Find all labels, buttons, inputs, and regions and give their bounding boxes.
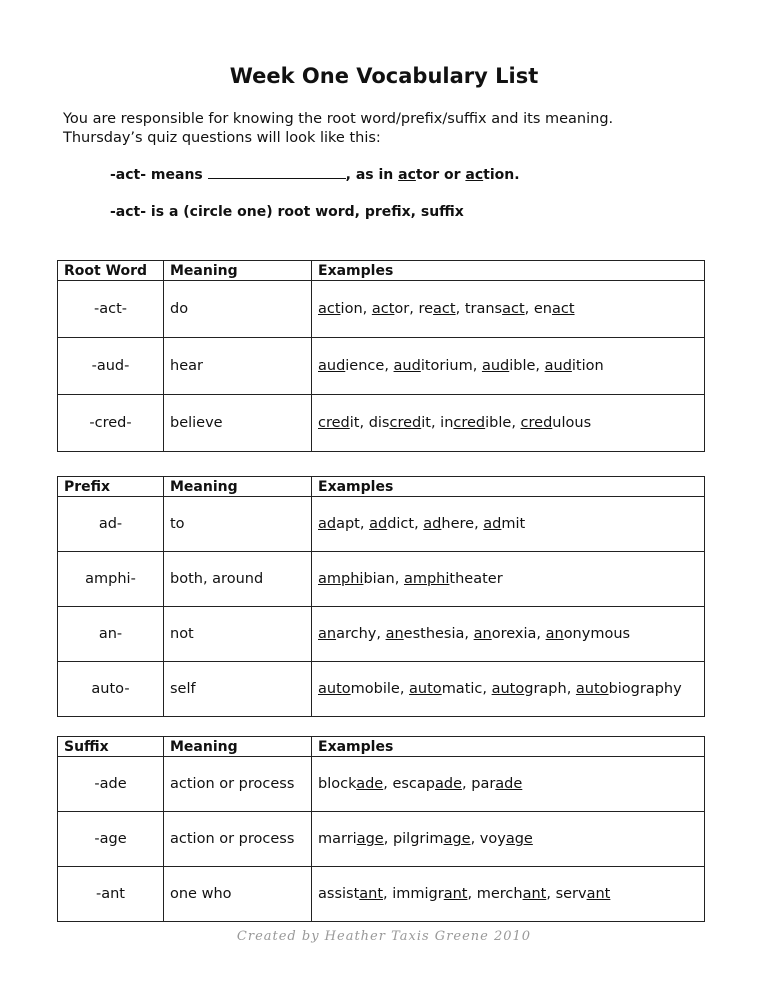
- table-row: [58, 757, 705, 812]
- example-word: [404, 571, 503, 587]
- example-word: [392, 886, 467, 902]
- example-word: [318, 415, 359, 431]
- word-part-text: itorium: [420, 358, 473, 374]
- example-word: [318, 776, 383, 792]
- examples-cell: amphibian, amphitheater: [312, 552, 705, 607]
- example-word: [372, 301, 409, 317]
- underlined-word-part: cred: [318, 415, 350, 431]
- root-word-table: [57, 260, 705, 452]
- word-part-text: assist: [318, 886, 360, 902]
- underlined-root: ac: [398, 167, 416, 183]
- underlined-word-part: cred: [520, 415, 553, 431]
- example-word: [318, 301, 363, 317]
- instructions-line-1: You are responsible for knowing the root word/prefix/suffix and its meaning.: [63, 111, 614, 127]
- word-part-text: block: [318, 776, 357, 792]
- word-part-text: esthesia: [403, 626, 465, 642]
- example-word: [393, 831, 471, 847]
- examples-cell: blockade, escapade, parade: [312, 757, 705, 812]
- example-word: [318, 831, 384, 847]
- sample-question-2: -act- is a (circle one) root word, prefix, suffix: [110, 204, 464, 220]
- underlined-word-part: aud: [544, 358, 572, 374]
- word-part-text: mobile: [350, 681, 400, 697]
- underlined-word-part: ad: [483, 516, 502, 532]
- word-part-text: marri: [318, 831, 357, 847]
- underlined-root: ac: [465, 167, 484, 183]
- word-part-text: ience: [345, 358, 385, 374]
- word-part-cell: -ade: [58, 757, 164, 812]
- meaning-cell: self: [164, 662, 312, 717]
- footer-credit: Created by Heather Taxis Greene 2010: [236, 929, 532, 944]
- word-part-text: in: [440, 415, 454, 431]
- word-part-text: en: [533, 301, 552, 317]
- word-part-cell: -age: [58, 812, 164, 867]
- meaning-cell: believe: [164, 395, 312, 452]
- header-examples: Examples: [312, 261, 705, 281]
- table-row: [58, 867, 705, 922]
- underlined-word-part: aud: [393, 358, 421, 374]
- example-word: [534, 301, 575, 317]
- underlined-word-part: ade: [356, 776, 384, 792]
- meaning-cell: action or process: [164, 757, 312, 812]
- underlined-word-part: aud: [318, 358, 346, 374]
- word-part-text: dict: [387, 516, 415, 532]
- example-word: [318, 681, 400, 697]
- underlined-word-part: age: [505, 831, 533, 847]
- examples-cell: audience, auditorium, audible, audition: [312, 338, 705, 395]
- table-row: [58, 281, 705, 338]
- example-word: [318, 626, 376, 642]
- underlined-word-part: an: [545, 626, 564, 642]
- underlined-word-part: auto: [491, 681, 525, 697]
- underlined-word-part: age: [356, 831, 384, 847]
- underlined-word-part: ad: [318, 516, 337, 532]
- example-word: [409, 681, 482, 697]
- meaning-cell: one who: [164, 867, 312, 922]
- underlined-word-part: an: [385, 626, 404, 642]
- underlined-word-part: act: [318, 301, 341, 317]
- word-part-cell: -act-: [58, 281, 164, 338]
- examples-cell: automobile, automatic, autograph, autobiography: [312, 662, 705, 717]
- example-word: [318, 358, 384, 374]
- meaning-cell: do: [164, 281, 312, 338]
- underlined-word-part: act: [551, 301, 575, 317]
- word-part-cell: -aud-: [58, 338, 164, 395]
- table-row: [58, 497, 705, 552]
- underlined-word-part: cred: [453, 415, 486, 431]
- sample-question-1-mid: , as in: [345, 167, 399, 183]
- example-word: [471, 776, 522, 792]
- word-part-text: matic: [441, 681, 483, 697]
- example-word: [521, 415, 592, 431]
- answer-blank: [208, 166, 346, 179]
- table-row: [58, 395, 705, 452]
- page-title: Week One Vocabulary List: [229, 64, 539, 88]
- examples-cell: anarchy, anesthesia, anorexia, anonymous: [312, 607, 705, 662]
- example-word: [369, 516, 414, 532]
- word-part-text: orexia: [491, 626, 537, 642]
- example-word: [423, 516, 474, 532]
- example-word: [392, 776, 462, 792]
- example-word: [545, 358, 604, 374]
- example-word: [440, 415, 511, 431]
- underlined-word-part: act: [371, 301, 395, 317]
- word-part-cell: an-: [58, 607, 164, 662]
- examples-cell: action, actor, react, transact, enact: [312, 281, 705, 338]
- header-meaning: Meaning: [164, 261, 312, 281]
- example-word: [318, 886, 383, 902]
- word-part-text: archy: [336, 626, 377, 642]
- header-meaning: Meaning: [164, 737, 312, 757]
- header-examples: Examples: [312, 737, 705, 757]
- sample-question-1: [110, 166, 520, 183]
- prefix-table: [57, 476, 705, 717]
- word-part-text: mit: [501, 516, 526, 532]
- word-part-text: graph: [524, 681, 567, 697]
- word-part-text: ion: [340, 301, 363, 317]
- header-prefix: Prefix: [58, 477, 164, 497]
- word-part-text: immigr: [392, 886, 444, 902]
- underlined-word-part: ade: [435, 776, 463, 792]
- sample-question-1-start: -act- means: [110, 167, 203, 183]
- example-word: [483, 516, 525, 532]
- word-part-text: trans: [464, 301, 503, 317]
- word-rest: tor: [415, 167, 440, 183]
- example-word: [386, 626, 465, 642]
- underlined-word-part: ad: [369, 516, 388, 532]
- header-root-word: Root Word: [58, 261, 164, 281]
- instructions-line-2: Thursday’s quiz questions will look like this:: [63, 130, 381, 146]
- header-suffix: Suffix: [58, 737, 164, 757]
- underlined-word-part: ant: [522, 886, 547, 902]
- table-row: [58, 338, 705, 395]
- examples-cell: adapt, addict, adhere, admit: [312, 497, 705, 552]
- underlined-word-part: aud: [481, 358, 510, 374]
- example-word: [482, 358, 535, 374]
- word-rest: tion.: [483, 167, 520, 183]
- example-word: [369, 415, 431, 431]
- underlined-word-part: ad: [423, 516, 442, 532]
- word-part-text: it: [421, 415, 431, 431]
- word-part-text: ible: [485, 415, 512, 431]
- word-part-cell: -cred-: [58, 395, 164, 452]
- meaning-cell: to: [164, 497, 312, 552]
- example-word: [465, 301, 525, 317]
- word-part-cell: auto-: [58, 662, 164, 717]
- word-part-text: voy: [479, 831, 506, 847]
- example-word: [492, 681, 567, 697]
- word-part-text: or: [394, 301, 410, 317]
- word-part-text: theater: [449, 571, 503, 587]
- meaning-cell: not: [164, 607, 312, 662]
- word-or: or: [439, 167, 466, 183]
- underlined-word-part: an: [473, 626, 492, 642]
- word-part-text: onymous: [563, 626, 631, 642]
- word-part-cell: -ant: [58, 867, 164, 922]
- table-row: [58, 607, 705, 662]
- underlined-word-part: auto: [409, 681, 442, 697]
- underlined-word-part: act: [502, 301, 525, 317]
- example-word: [418, 301, 455, 317]
- word-part-text: par: [471, 776, 496, 792]
- header-meaning: Meaning: [164, 477, 312, 497]
- word-part-text: apt: [336, 516, 360, 532]
- word-part-text: dis: [368, 415, 390, 431]
- instructions: [63, 110, 613, 148]
- examples-cell: credit, discredit, incredible, credulous: [312, 395, 705, 452]
- word-part-text: re: [418, 301, 434, 317]
- underlined-word-part: an: [318, 626, 337, 642]
- meaning-cell: action or process: [164, 812, 312, 867]
- word-part-text: here: [441, 516, 475, 532]
- underlined-word-part: ant: [443, 886, 468, 902]
- table-row: [58, 662, 705, 717]
- example-word: [394, 358, 473, 374]
- example-word: [576, 681, 682, 697]
- word-part-text: ulous: [552, 415, 592, 431]
- word-part-text: pilgrim: [392, 831, 444, 847]
- examples-cell: assistant, immigrant, merchant, servant: [312, 867, 705, 922]
- example-word: [474, 626, 537, 642]
- underlined-word-part: cred: [389, 415, 422, 431]
- example-word: [318, 571, 395, 587]
- header-examples: Examples: [312, 477, 705, 497]
- table-row: [58, 552, 705, 607]
- word-part-text: serv: [555, 886, 587, 902]
- underlined-word-part: auto: [318, 681, 351, 697]
- word-part-text: merch: [476, 886, 523, 902]
- underlined-word-part: amphi: [403, 571, 450, 587]
- meaning-cell: hear: [164, 338, 312, 395]
- suffix-table: [57, 736, 705, 922]
- word-part-text: biography: [608, 681, 682, 697]
- meaning-cell: both, around: [164, 552, 312, 607]
- underlined-word-part: ant: [586, 886, 611, 902]
- underlined-word-part: auto: [575, 681, 609, 697]
- word-part-text: bian: [363, 571, 395, 587]
- examples-cell: marriage, pilgrimage, voyage: [312, 812, 705, 867]
- underlined-word-part: act: [433, 301, 456, 317]
- example-word: [556, 886, 611, 902]
- word-part-text: ible: [509, 358, 536, 374]
- word-part-cell: amphi-: [58, 552, 164, 607]
- underlined-word-part: ade: [495, 776, 523, 792]
- example-word: [480, 831, 533, 847]
- example-word: [546, 626, 630, 642]
- example-word: [477, 886, 547, 902]
- word-part-cell: ad-: [58, 497, 164, 552]
- table-row: [58, 812, 705, 867]
- word-part-text: it: [349, 415, 360, 431]
- word-part-text: ition: [571, 358, 604, 374]
- underlined-word-part: amphi: [318, 571, 364, 587]
- example-word: [318, 516, 360, 532]
- word-part-text: escap: [392, 776, 435, 792]
- underlined-word-part: age: [443, 831, 471, 847]
- underlined-word-part: ant: [359, 886, 384, 902]
